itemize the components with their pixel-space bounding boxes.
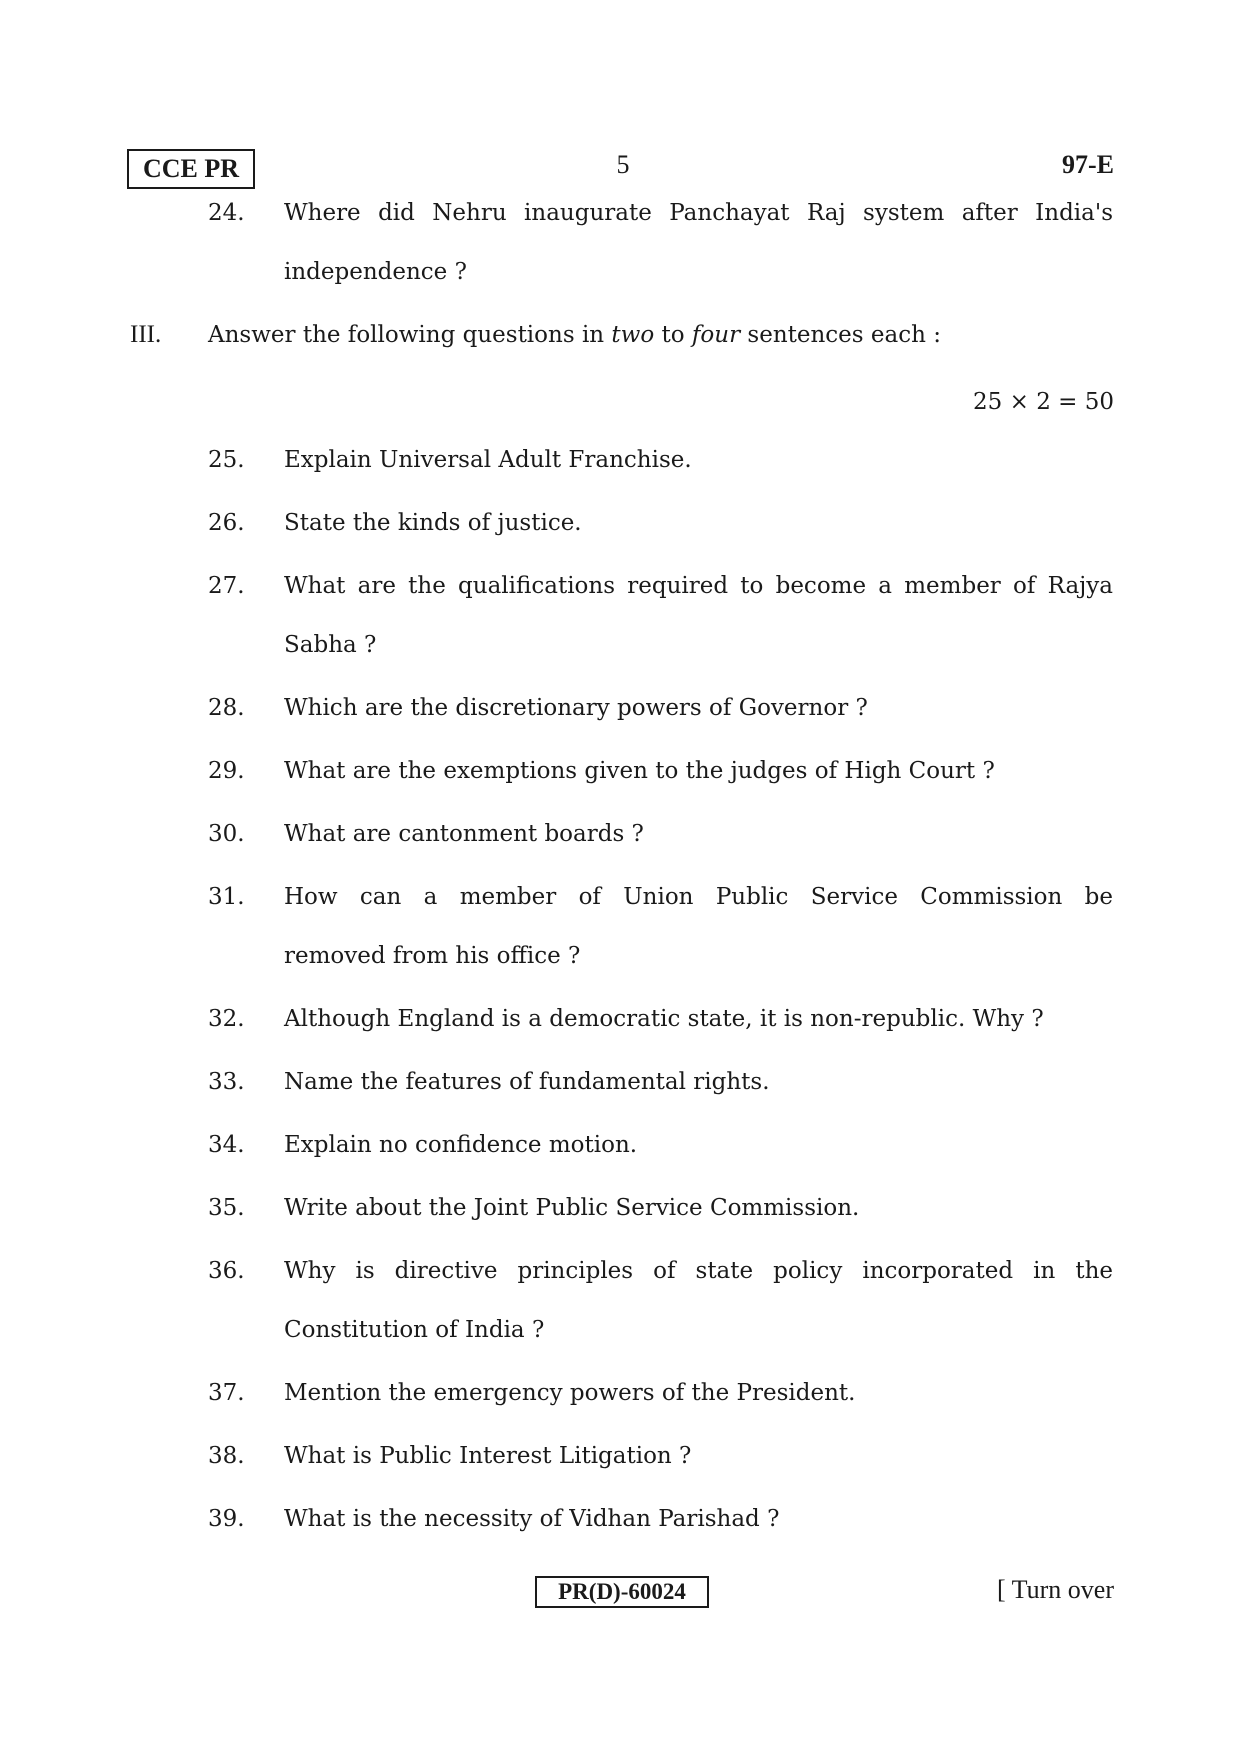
instruction-emphasis: four — [691, 322, 741, 348]
paper-code: 97-E — [1062, 150, 1114, 179]
question-number: 30. — [208, 821, 245, 847]
question-text-line2: removed from his office ? — [284, 943, 581, 969]
turn-over-note: [ Turn over — [996, 1575, 1114, 1604]
question-text-line1: What are cantonment boards ? — [284, 821, 644, 847]
section-roman: III. — [130, 321, 162, 348]
question-text-line1: What is the necessity of Vidhan Parishad ? — [284, 1506, 780, 1532]
question-number: 33. — [208, 1069, 245, 1095]
question-number: 37. — [208, 1380, 245, 1406]
question-text-line1: What are the exemptions given to the judges of High Court ? — [284, 758, 995, 784]
question-number: 25. — [208, 447, 245, 473]
question-text-line1: Explain no confidence motion. — [284, 1132, 638, 1158]
question-number: 38. — [208, 1443, 245, 1469]
footer-paper-code: PR(D)-60024 — [535, 1576, 709, 1608]
question-text-line1: Explain Universal Adult Franchise. — [284, 447, 692, 473]
question-number: 34. — [208, 1132, 245, 1158]
question-number: 26. — [208, 510, 245, 536]
instruction-part: Answer the following questions in — [208, 322, 612, 348]
question-text-line1: Name the features of fundamental rights. — [284, 1069, 770, 1095]
question-number: 27. — [208, 573, 245, 599]
question-text-line1: Mention the emergency powers of the President. — [284, 1380, 856, 1406]
question-text-line1: Write about the Joint Public Service Commission. — [284, 1195, 860, 1221]
question-text-line2: Constitution of India ? — [284, 1317, 545, 1343]
question-number: 39. — [208, 1506, 245, 1532]
question-number: 29. — [208, 758, 245, 784]
question-text-line1: Why is directive principles of state policy incorporated in the — [284, 1258, 1113, 1284]
question-text-line1: What are the qualifications required to become a member of Rajya — [284, 573, 1113, 599]
question-number: 36. — [208, 1258, 245, 1284]
instruction-part: sentences each : — [740, 322, 941, 348]
marks-allocation: 25 × 2 = 50 — [973, 389, 1114, 415]
question-text-line2: independence ? — [284, 259, 467, 285]
question-text-line1: Which are the discretionary powers of Governor ? — [284, 695, 868, 721]
header-series-box: CCE PR — [127, 149, 255, 189]
question-number: 24. — [208, 200, 245, 226]
question-text-line2: Sabha ? — [284, 632, 377, 658]
question-number: 28. — [208, 695, 245, 721]
page-number: 5 — [616, 150, 630, 179]
instruction-emphasis: two — [611, 322, 655, 348]
instruction-part: to — [654, 322, 692, 348]
section-instruction — [208, 319, 941, 351]
question-number: 35. — [208, 1195, 245, 1221]
question-text-line1: Although England is a democratic state, it is non-republic. Why ? — [284, 1006, 1044, 1032]
question-number: 31. — [208, 884, 245, 910]
question-number: 32. — [208, 1006, 245, 1032]
question-text-line1: State the kinds of justice. — [284, 510, 582, 536]
question-text-line1: How can a member of Union Public Service Commission be — [284, 884, 1113, 910]
question-text-line1: Where did Nehru inaugurate Panchayat Raj system after India's — [284, 200, 1113, 226]
question-text-line1: What is Public Interest Litigation ? — [284, 1443, 692, 1469]
